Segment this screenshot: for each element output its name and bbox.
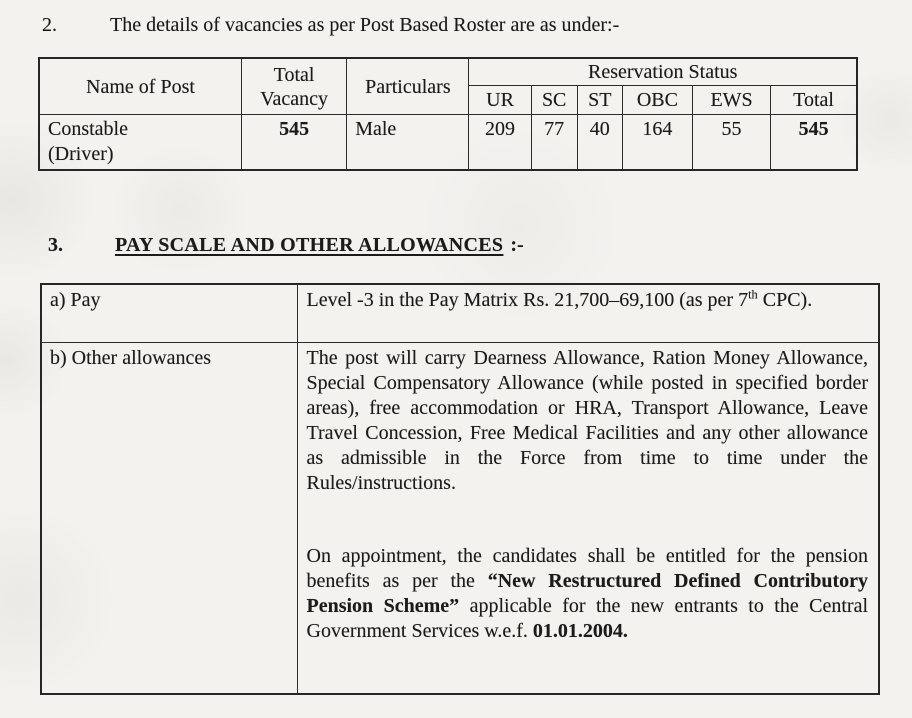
pension-paragraph: On appointment, the candidates shall be entitled for the pension benefits as per the “New Restructured Defined Contributory Pension Scheme” applicable for the new entrants to the Central Government Services w.e.f. 01.01.2004. [306,545,869,642]
col-header-st: ST [577,86,622,115]
col-header-name-of-post: Name of Post [39,58,241,115]
post-name-line-1: Constable [48,118,128,140]
pay-scale-table [40,283,880,695]
vacancy-table-data-row [39,115,857,171]
col-header-ews: EWS [692,86,770,115]
other-allowances-row [41,343,879,695]
pay-label: a) Pay [41,284,297,343]
other-allowances-label: b) Other allowances [41,343,297,695]
cell-total-value: 545 [771,115,857,171]
pay-content [297,284,879,343]
section-2-text: The details of vacancies as per Post Based Roster are as under:- [110,14,620,36]
cell-obc-value: 164 [622,115,692,171]
col-header-total-vacancy: Total Vacancy [241,58,346,115]
pay-text: Level -3 in the Pay Matrix Rs. 21,700–69,100 (as per 7th CPC). [306,287,813,311]
section-2-heading [42,13,619,37]
cell-particulars: Male [347,115,469,171]
col-header-obc: OBC [622,86,692,115]
col-header-particulars: Particulars [347,58,469,115]
cell-ews-value: 55 [692,115,770,171]
cell-st-value: 40 [577,115,622,171]
cell-total-vacancy: 545 [241,115,346,171]
section-3-heading [48,233,524,257]
other-allowances-content [297,343,879,695]
vacancy-table-header-row-1 [39,58,857,86]
cell-sc-value: 77 [531,115,577,171]
section-3-title: PAY SCALE AND OTHER ALLOWANCES [115,234,504,256]
cell-post-name [39,115,241,171]
pay-row [41,284,879,343]
col-header-ur: UR [469,86,531,115]
section-3-suffix: :- [510,234,524,256]
col-header-total: Total [771,86,857,115]
cell-ur-value: 209 [469,115,531,171]
col-header-reservation-status: Reservation Status [469,58,857,86]
vacancy-details-table [38,57,858,171]
col-header-sc: SC [531,86,577,115]
section-3-number: 3. [48,234,63,256]
section-2-number: 2. [42,14,57,36]
allowances-paragraph: The post will carry Dearness Allowance, Ration Money Allowance, Special Compensatory Allowance (while posted in specified border areas), free accommodation or HRA, Transport Allowance, Leave Travel Concession, Free Medical Facilities and any other allowance as admissible in the Force from time to time under the Rules/instructions. [306,347,868,494]
post-name-line-2: (Driver) [48,143,114,165]
